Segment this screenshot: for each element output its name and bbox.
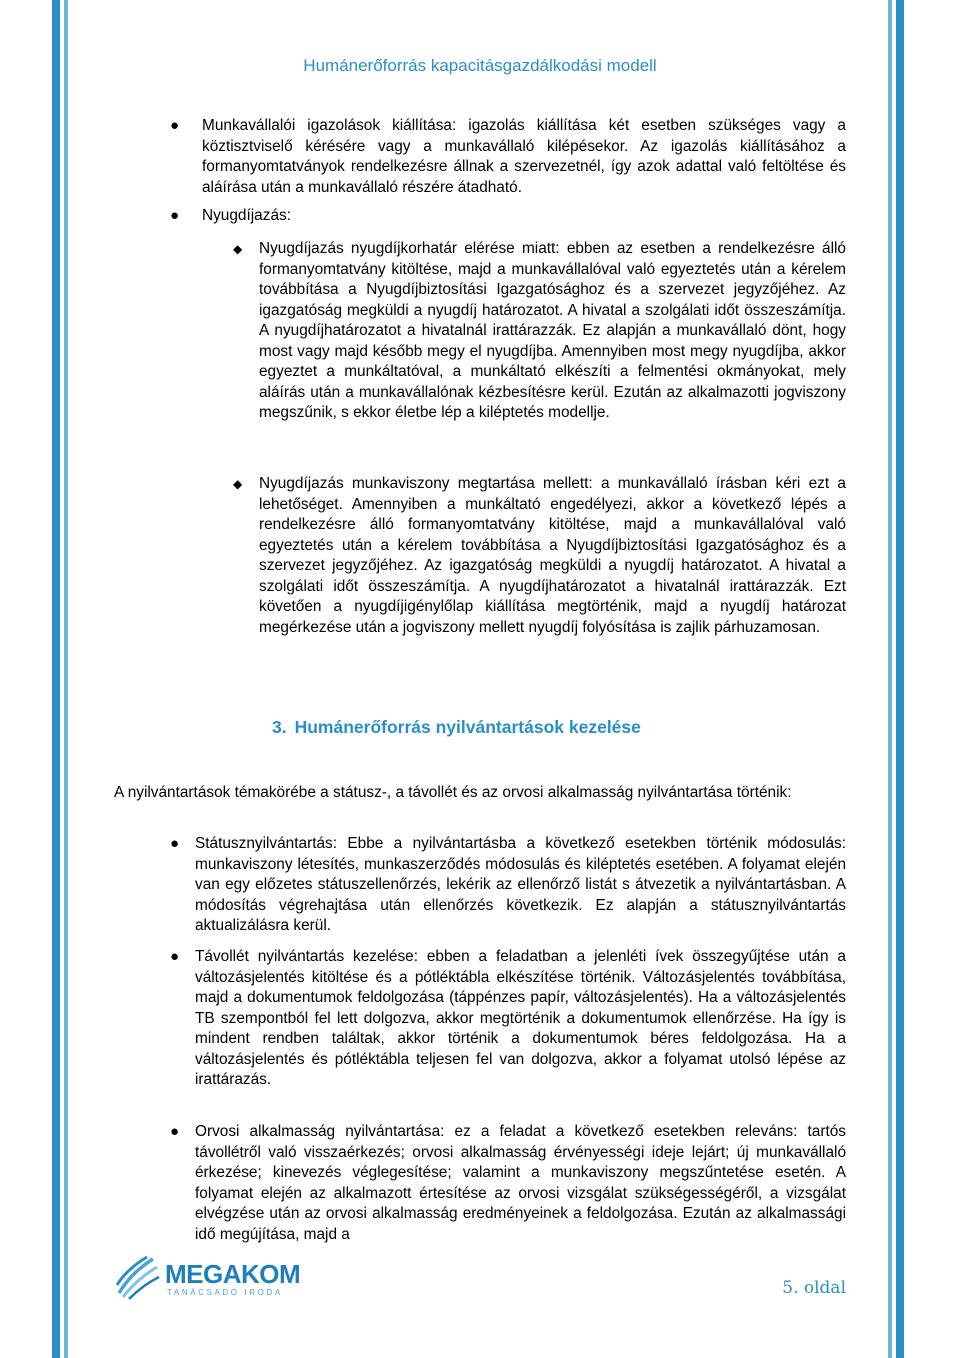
- diamond-bullet-icon: ◆: [233, 242, 243, 256]
- logo-text: MEGAKOM: [165, 1259, 301, 1289]
- left-decorative-bar-thin: [64, 0, 68, 1358]
- list-item: [195, 947, 846, 1091]
- intro-paragraph: [114, 783, 846, 804]
- logo-subtext: TANÁCSADÓ IRODA: [167, 1288, 283, 1297]
- section-number: 3.: [272, 717, 287, 737]
- list-item-text: Státusznyilvántartás: Ebbe a nyilvántartásba a következő esetekben történik módosulás: munkaviszony létesítés, munkaszerződés módosulás és kiléptetés esetében. A folyamat elején van egy előzetes státuszellenőrzés, lekérik az ellenőrző listát s átvezetik a nyilvántartásban. A módosítás végrehajtása után ellenőrzés következik. Ez alapján a státusznyilvántartás aktualizálásra kerül.: [195, 835, 846, 934]
- sub-list-item-text: Nyugdíjazás nyugdíjkorhatár elérése miatt: ebben az esetben a rendelkezésre álló formanyomtatvány kitöltése, majd a munkavállalóval való egyeztetés után a kérelem továbbítása a Nyugdíjbiztosítási Igazgatósághoz és a szervezet jegyzőjéhez. Az igazgatóság megküldi a nyugdíj határozatot. A hivatal a szolgálati időt összeszámítja. A nyugdíjhatározatot a hivatalnál irattárazzák. Ez alapján a munkavállaló dönt, hogy most vagy majd később megy el nyugdíjba. Amennyiben most megy nyugdíjba, akkor egyeztet a munkáltatóval, a munkáltató elkészíti a felmentési okmányokat, mely aláírás után a munkavállalónak kézbesítésre kerül. Ezután az alkalmazotti jogviszony megszűnik, s ekkor életbe lép a kiléptetés modellje.: [259, 240, 846, 421]
- intro-text: A nyilvántartások témakörébe a státusz-, a távollét és az orvosi alkalmasság nyilvántartása történik:: [114, 784, 792, 801]
- list-item-text: Nyugdíjazás:: [202, 207, 291, 224]
- right-decorative-bar-thin: [888, 0, 892, 1358]
- section-title: Humánerőforrás nyilvántartások kezelése: [294, 717, 641, 737]
- list-item: [195, 1122, 846, 1245]
- logo-swoosh-icon: [113, 1253, 161, 1301]
- diamond-bullet-icon: ◆: [233, 477, 243, 491]
- bullet-icon: ●: [170, 117, 180, 134]
- page-number: 5. oldal: [782, 1278, 846, 1298]
- bullet-icon: ●: [170, 207, 180, 224]
- page-header-title: Humánerőforrás kapacitásgazdálkodási modell: [303, 56, 657, 75]
- list-item: [202, 206, 846, 227]
- list-item-text: Távollét nyilvántartás kezelése: ebben a feladatban a jelenléti ívek összegyűjtése után a változásjelentés kitöltése és a pótléktábla elkészítése történik. Változásjelentés továbbítása, majd a dokumentumok feldolgozása (táppénzes papír, változásjelentés). Ha a változásjelentés TB szempontból fel lett dolgozva, akkor megtörténik a dokumentumok ellenőrzése. Ha így is mindent rendben találtak, akkor történik a dokumentumok béres feldolgozása. Ha a változásjelentés és pótléktábla teljesen fel van dolgozva, akkor a folyamat utolsó lépése az irattárazás.: [195, 948, 846, 1088]
- sub-list-item-text: Nyugdíjazás munkaviszony megtartása mellett: a munkavállaló írásban kéri ezt a lehetőséget. Amennyiben a munkáltató engedélyezi, akkor a következő lépés a rendelkezésre álló formanyomtatvány kitöltése, majd a munkavállalóval való egyeztetés után a kérelem továbbítása a Nyugdíjbiztosítási Igazgatósághoz és a szervezet jegyzőjéhez. Az igazgatóság megküldi a nyugdíj határozatot. A hivatal a szolgálati időt összeszámítja. A nyugdíjhatározatot a hivatalnál irattárazzák. Ezt követően a nyugdíjigénylőlap kiállítása megtörténik, majd a nyugdíj határozat megérkezése után a jogviszony mellett nyugdíj folyósítása is zajlik párhuzamosan.: [259, 475, 846, 636]
- bullet-icon: ●: [170, 1123, 180, 1140]
- list-item: [195, 834, 846, 937]
- list-item-text: Munkavállalói igazolások kiállítása: igazolás kiállítása két esetben szükséges vagy a köztisztviselő kérésére vagy a munkavállaló kilépésekor. Az igazolás kiállításához a formanyomtatványok rendelkezésre állnak a szervezetnél, így azok adattal való feltöltése és aláírása után a munkavállaló részére átadható.: [202, 117, 846, 196]
- right-decorative-bar: [896, 0, 904, 1358]
- bullet-icon: ●: [170, 835, 180, 852]
- left-decorative-bar: [52, 0, 60, 1358]
- megakom-logo: [113, 1253, 301, 1303]
- sub-list-item: [259, 239, 846, 424]
- list-item: [202, 116, 846, 198]
- list-item-text: Orvosi alkalmasság nyilvántartása: ez a feladat a következő esetekben releváns: tartós távollétről való visszaérkezés; orvosi alkalmasság érvényességi ideje lejárt; új munkavállaló érkezése; kinevezés véglegesítése; valamint a munkaviszony megszűntetése esetén. A folyamat elején az alkalmazott értesítése az orvosi vizsgálat szükségességéről, a vizsgálat elvégzése után az orvosi alkalmasság eredményeinek a feldolgozása. Ezután az alkalmassági idő megújítása, majd a: [195, 1123, 846, 1243]
- sub-list-item: [259, 474, 846, 638]
- bullet-icon: ●: [170, 948, 180, 965]
- section-heading: [272, 717, 641, 738]
